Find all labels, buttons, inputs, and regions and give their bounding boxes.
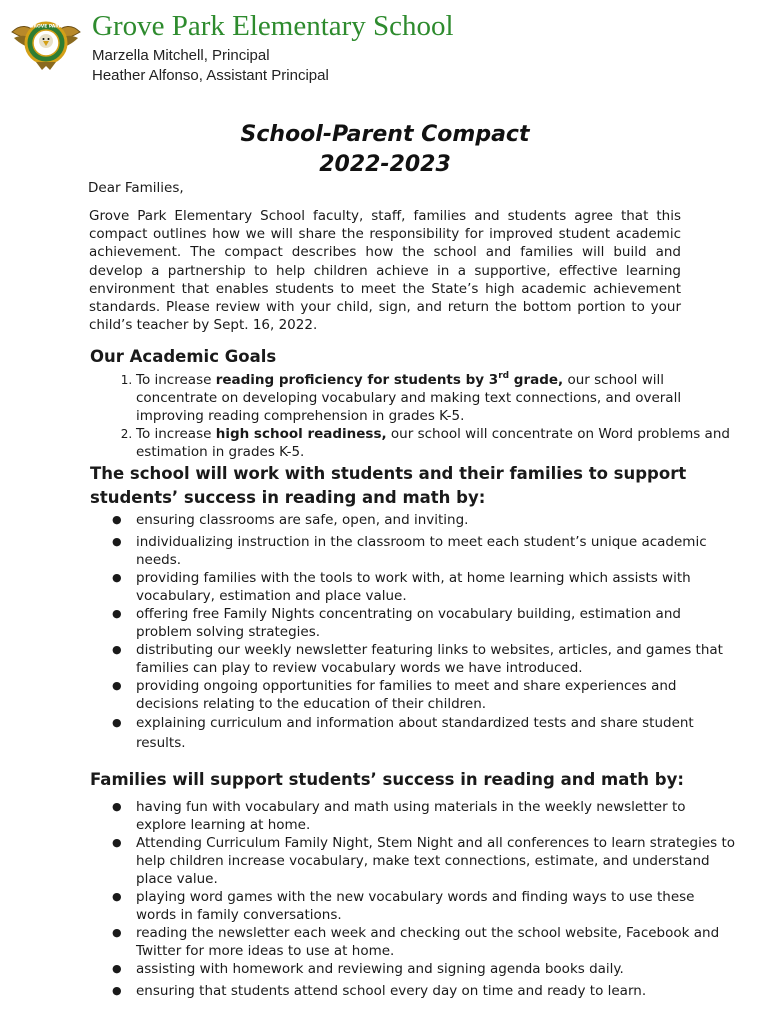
list-item: ● distributing our weekly newsletter featuring links to websites, articles, and games that families can play to review vocabulary words we have introduced. xyxy=(136,641,736,677)
list-item: ● providing ongoing opportunities for families to meet and share experiences and decisions relating to the education of their children. xyxy=(136,677,736,713)
goal-text: our school will concentrate on developing vocabulary and making text connections, and overall improving reading comprehension in grades K-5. xyxy=(136,372,682,424)
principal-name: Marzella Mitchell, Principal xyxy=(92,47,270,64)
list-item: ● ensuring that students attend school every day on time and ready to learn. xyxy=(136,982,736,1000)
goal-superscript: rd xyxy=(498,371,510,381)
list-item: ● explaining curriculum and information about standardized tests and share student results. xyxy=(136,713,736,753)
family-commitments-heading: Families will support students’ success in reading and math by: xyxy=(90,770,684,789)
list-item: ● having fun with vocabulary and math using materials in the weekly newsletter to explore learning at home. xyxy=(136,798,736,834)
list-item: ● individualizing instruction in the classroom to meet each student’s unique academic needs. xyxy=(136,533,736,569)
title-line: School-Parent Compact xyxy=(240,122,530,147)
list-item: ● playing word games with the new vocabulary words and finding ways to use these words in family conversations. xyxy=(136,888,736,924)
list-item: ● assisting with homework and reviewing and signing agenda books daily. xyxy=(136,960,736,978)
family-commitments-list xyxy=(90,798,736,1000)
goal-highlight: reading proficiency for students by 3 xyxy=(215,372,499,388)
school-commitments-list xyxy=(90,511,736,753)
school-name: Grove Park Elementary School xyxy=(92,10,454,42)
list-item: ● reading the newsletter each week and checking out the school website, Facebook and Twitter for more ideas to use at home. xyxy=(136,924,736,960)
list-item: ● providing families with the tools to work with, at home learning which assists with vocabulary, estimation and place value. xyxy=(136,569,736,605)
goals-list xyxy=(90,371,736,461)
salutation: Dear Families, xyxy=(88,180,184,196)
goal-item xyxy=(136,371,736,425)
intro-paragraph: Grove Park Elementary School faculty, staff, families and students agree that this compact outlines how we will share the responsibility for improved student academic achievement. The compact describes how the school and families will build and develop a partnership to help children achieve in a supportive, effective learning environment that enables students to meet the State’s high academic achievement standards. Please review with your child, sign, and return the bottom portion to your child’s teacher by Sept. 16, 2022. xyxy=(89,208,681,334)
list-item: ● ensuring classrooms are safe, open, and inviting. xyxy=(136,511,736,529)
goal-text: our school will concentrate on Word problems and estimation in grades K-5. xyxy=(136,426,730,460)
year-line: 2022-2023 xyxy=(319,152,451,177)
goals-heading: Our Academic Goals xyxy=(90,347,277,366)
assistant-principal-name: Heather Alfonso, Assistant Principal xyxy=(92,67,329,84)
staff-list xyxy=(92,46,329,86)
school-commitments-heading: The school will work with students and their families to support students’ success in reading and math by: xyxy=(90,464,687,507)
goal-highlight-end: grade, xyxy=(509,372,564,388)
goal-item xyxy=(136,425,736,461)
goal-highlight: high school readiness, xyxy=(215,426,387,442)
list-item: ● Attending Curriculum Family Night, Stem Night and all conferences to learn strategies to help children increase vocabulary, make text connections, estimate, and understand place value. xyxy=(136,834,736,888)
goal-prefix: To increase xyxy=(136,372,216,388)
goal-prefix: To increase xyxy=(136,426,216,442)
list-item: ● offering free Family Nights concentrating on vocabulary building, estimation and problem solving strategies. xyxy=(136,605,736,641)
school-logo-eagle-icon xyxy=(10,12,82,74)
document-title xyxy=(0,120,770,180)
svg-text:GROVE PARK: GROVE PARK xyxy=(29,24,63,30)
letterhead xyxy=(0,0,770,90)
